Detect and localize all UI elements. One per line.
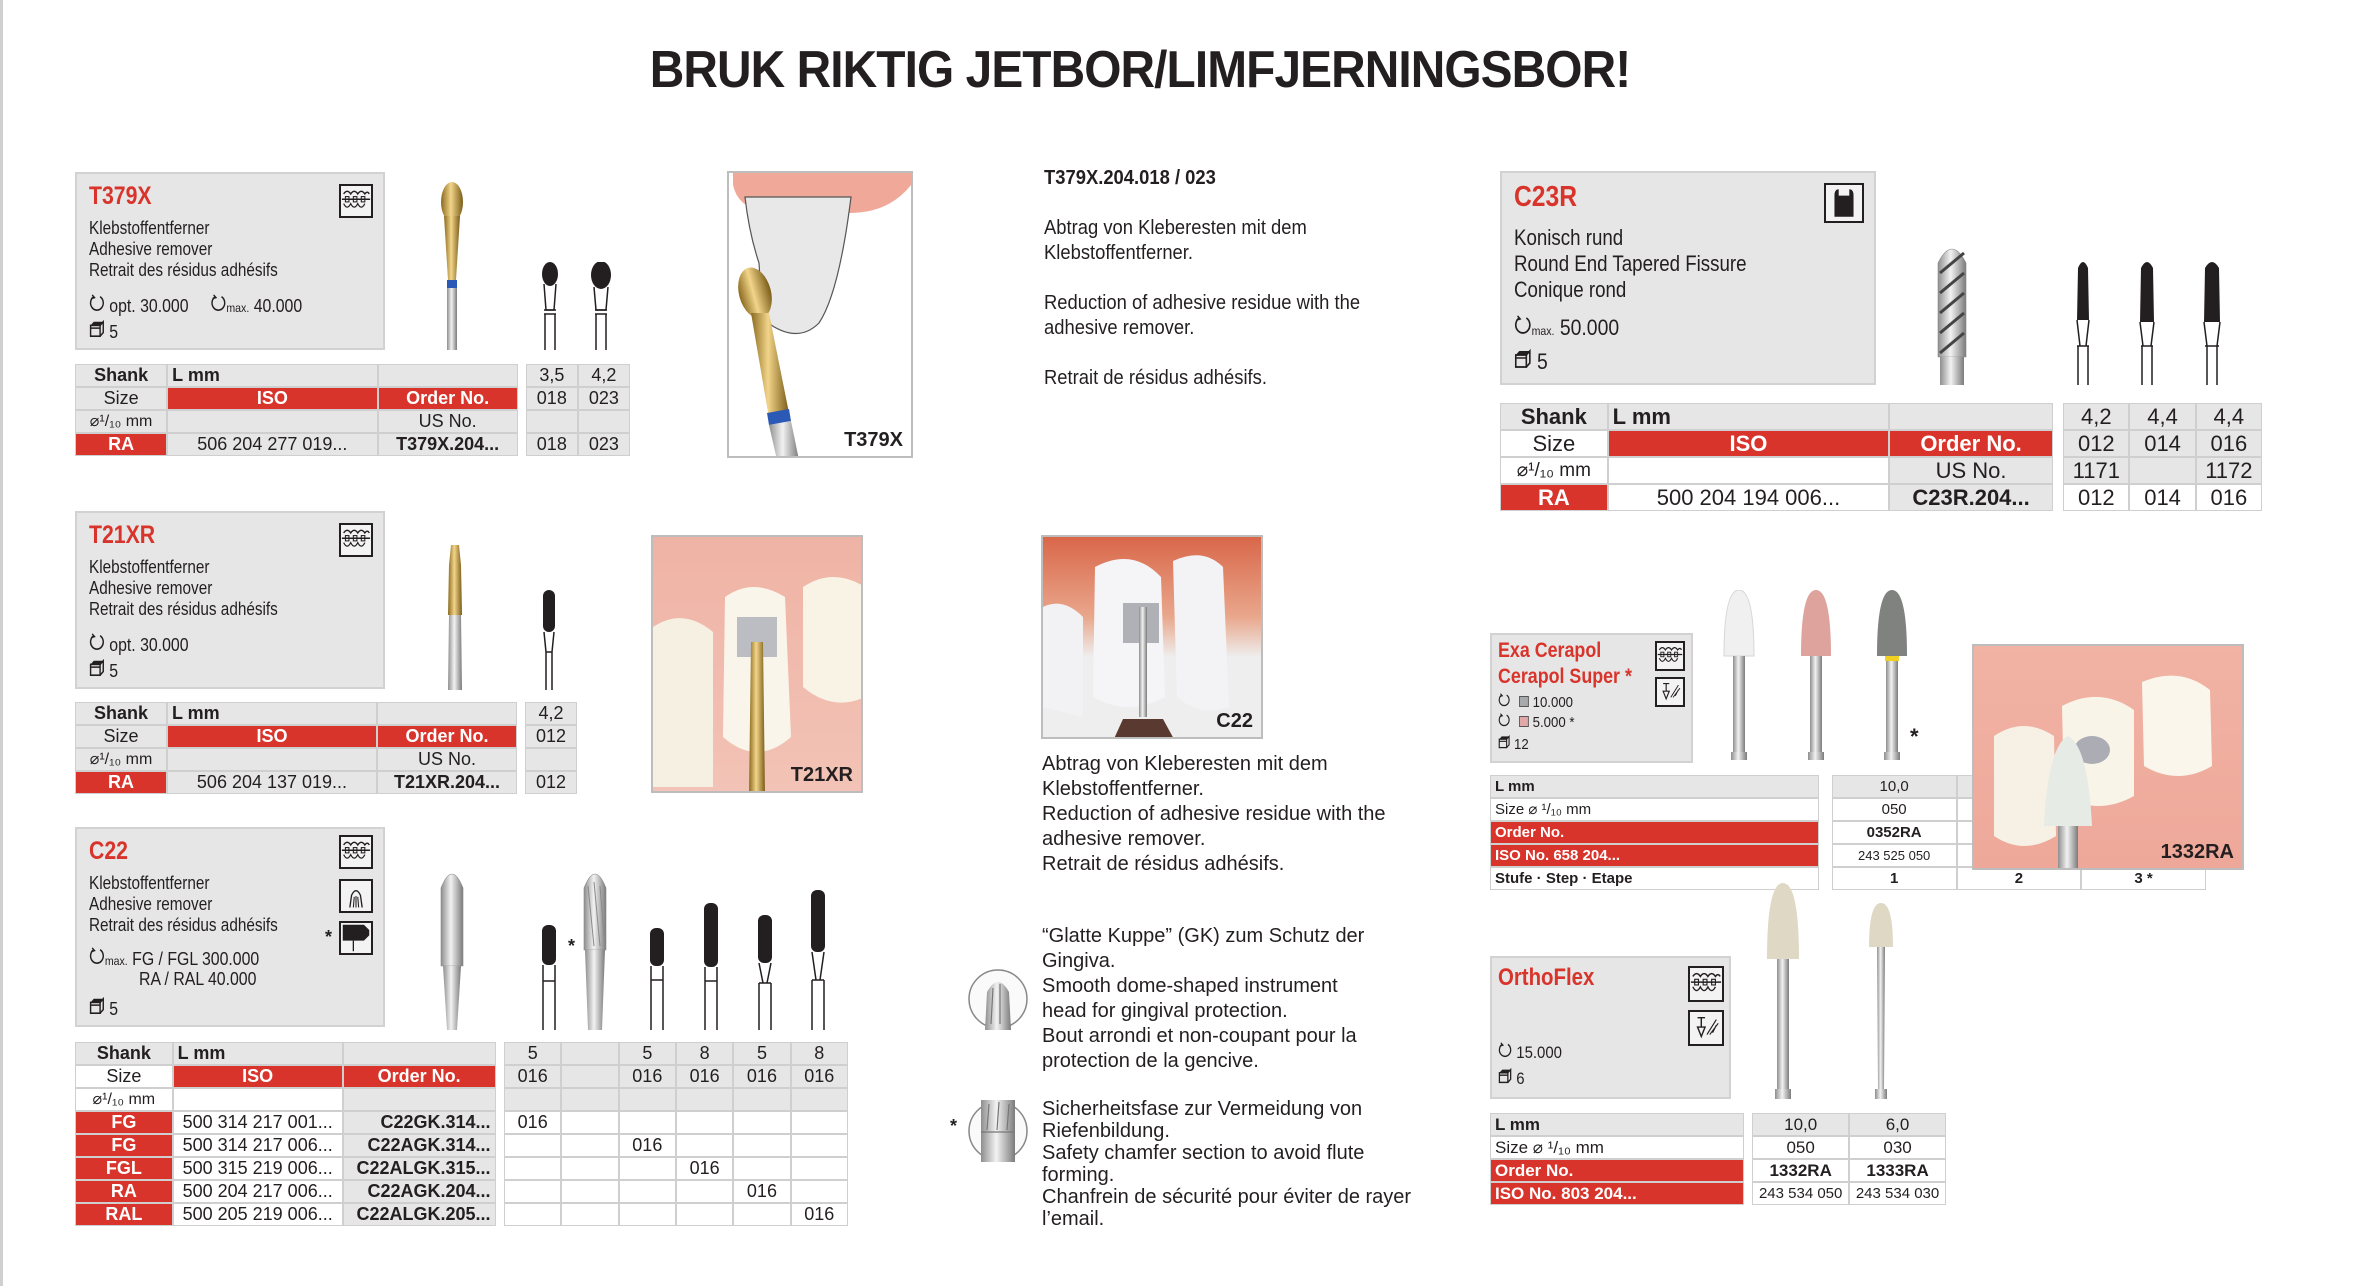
product-name-exa-cerapol: Exa Cerapol [1498, 639, 1602, 662]
bur-silhouette-3-5 [538, 262, 562, 350]
product-name: T379X [89, 182, 152, 210]
product-card-c22 [75, 827, 385, 1027]
info-text-t379x: T379X.204.018 / 023 Abtrag von Kleberesten mit dem Klebstoffentferner. Reduction of adhesive residue with the adhesive remover. Retrait de résidus adhésifs. [1044, 167, 1361, 389]
polisher-image-pink [1799, 590, 1833, 765]
asterisk: * [568, 936, 576, 956]
asterisk: * [325, 927, 333, 947]
rotation-icon [1498, 713, 1510, 727]
pack-quantity: 12 [1498, 735, 1529, 753]
asterisk: * [950, 1116, 958, 1136]
orthodontic-brackets-icon [339, 184, 373, 218]
bur-silhouette-c22-5 [539, 925, 559, 1030]
product-card-t379x [75, 172, 385, 350]
speed-spec: 15.000 [1498, 1042, 1562, 1063]
orthodontic-brackets-icon [339, 835, 373, 869]
product-name-cerapol-super: Cerapol Super * [1498, 665, 1632, 688]
product-description: Konisch rund Round End Tapered Fissure Conique rond [1514, 225, 1747, 302]
package-icon [1514, 349, 1532, 369]
dome-tip-icon [339, 879, 373, 913]
table-row: RAL 500 205 219 006... C22ALGK.205... 016 [75, 1203, 848, 1226]
rotation-icon [1514, 315, 1532, 335]
package-icon [89, 997, 105, 1015]
photo-label: T21XR [790, 764, 853, 786]
product-description: Klebstoffentferner Adhesive remover Retrait des résidus adhésifs [89, 873, 278, 935]
spec-table-c22: Shank L mm 5 5 8 5 8 Size ISO Order No. 016 016 016 016 016 ⌀¹/₁₀ mm FG 500 314 217 001... C22GK.314... 016 FG 500 314 217 006... C22AGK.314... 016 FGL 500 315 219 006... C22ALGK.315... 016 RA 500 204 217 006... C22AGK.204... 016 RAL 500 205 219 006... C22ALGK.205... 016 [75, 1042, 848, 1226]
speed-spec: opt. 30.000 max. 40.000 [89, 294, 302, 317]
photo-label: T379X [844, 429, 903, 451]
photo-1332ra-teeth [1972, 644, 2244, 870]
speed-spec-2: 5.000 * [1498, 713, 1574, 731]
rotation-icon [89, 633, 105, 651]
speed-spec: opt. 30.000 [89, 633, 189, 656]
bur-silhouette-c22-ral-8 [808, 890, 828, 1030]
pack-quantity: 5 [89, 659, 118, 682]
bur-silhouette-c22-8 [701, 903, 721, 1030]
polisher-image-white [1722, 590, 1756, 765]
speed-spec-ra: RA / RAL 40.000 [139, 969, 257, 989]
orthodontic-brackets-icon [339, 523, 373, 557]
product-description: Klebstoffentferner Adhesive remover Retrait des résidus adhésifs [89, 557, 278, 619]
asterisk: * [1910, 724, 1919, 749]
safety-chamfer-icon [339, 921, 373, 955]
table-row: FG 500 314 217 001... C22GK.314... 016 [75, 1111, 848, 1134]
spec-table-c23r: Shank L mm 4,2 4,4 4,4 Size ISO Order No. 012 014 016 ⌀¹/₁₀ mm US No. 1171 1172 RA 500 204 194 006... C23R.204... 012 014 016 [1500, 403, 2262, 511]
color-swatch-gray [1519, 696, 1529, 707]
product-name: C22 [89, 837, 128, 865]
bur-image-c22agk [580, 866, 610, 1030]
bur-silhouette-012 [2073, 258, 2093, 385]
orthodontic-brackets-icon [1688, 966, 1724, 1002]
speed-spec: max. 50.000 [1514, 315, 1619, 341]
photo-label: C22 [1216, 710, 1253, 732]
bur-silhouette-4-2 [541, 590, 557, 690]
table-row: FGL 500 315 219 006... C22ALGK.315... 016 [75, 1157, 848, 1180]
polishing-icon [1655, 677, 1685, 707]
info-text-chamfer: Sicherheitsfase zur Vermeidung von Riefenbildung. Safety chamfer section to avoid flute forming. Chanfrein de sécurité pour éviter de rayer l’email. [1042, 1098, 1412, 1230]
rotation-icon [1498, 1042, 1512, 1058]
spec-table-orthoflex: L mm 10,0 6,0 Size ⌀ ¹/₁₀ mm 050 030 Order No. 1332RA 1333RA ISO No. 803 204... 243 534 050 243 534 030 [1490, 1113, 1946, 1205]
illustration-t379x-tooth [727, 171, 913, 458]
pack-quantity: 6 [1498, 1068, 1525, 1089]
photo-t21xr-teeth [651, 535, 863, 793]
info-text-gk: “Glatte Kuppe” (GK) zum Schutz der Gingiva. Smooth dome-shaped instrument head for gingival protection. Bout arrondi et non-coupant pour la protection de la gencive. [1042, 925, 1365, 1072]
bur-silhouette-014 [2137, 258, 2157, 385]
package-icon [1498, 1068, 1512, 1084]
spec-table-t21xr: Shank L mm 4,2 Size ISO Order No. 012 ⌀¹/₁₀ mm US No. RA 506 204 137 019... T21XR.204... 012 [75, 702, 577, 794]
table-row: RA 500 204 217 006... C22AGK.204... 016 [75, 1180, 848, 1203]
rotation-icon [1498, 693, 1510, 707]
product-card-exa-cerapol [1490, 633, 1693, 763]
pack-quantity: 5 [89, 997, 118, 1020]
product-name: T21XR [89, 521, 156, 549]
page-title: BRUK RIKTIG JETBOR/LIMFJERNINGSBOR! [649, 41, 1631, 99]
product-card-c23r [1500, 171, 1876, 385]
bur-silhouette-016 [2201, 258, 2223, 385]
table-row: FG 500 314 217 006... C22AGK.314... 016 [75, 1134, 848, 1157]
bur-image-c22gk [437, 866, 467, 1030]
rotation-icon [89, 294, 105, 312]
polishing-icon [1688, 1010, 1724, 1046]
bur-silhouette-c22-ra-5 [755, 915, 775, 1030]
product-name: OrthoFlex [1498, 964, 1595, 991]
photo-label: 1332RA [2160, 841, 2234, 863]
package-icon [89, 659, 105, 677]
pack-quantity: 5 [89, 320, 118, 343]
info-text-c22: Abtrag von Kleberesten mit dem Klebstoffentferner. Reduction of adhesive residue with the adhesive remover. Retrait de résidus adhésifs. [1042, 753, 1386, 875]
rotation-icon [211, 294, 227, 312]
photo-c22-teeth [1041, 535, 1263, 739]
rotation-icon [89, 947, 105, 965]
speed-spec: max. FG / FGL 300.000 [89, 947, 259, 970]
pack-quantity: 5 [1514, 349, 1548, 375]
page-edge [0, 0, 3, 1286]
safety-chamfer-icon [967, 1100, 1029, 1162]
spec-table-exa-cerapol: L mm 10,0 Size ⌀ ¹/₁₀ mm 050 Order No. 0352RA ISO No. 658 204... 243 525 050 Stufe · Step · Etape 1 2 3 * [1490, 775, 2206, 890]
polisher-image-1332ra [1765, 883, 1801, 1105]
product-name: C23R [1514, 181, 1578, 213]
dome-tip-icon [967, 968, 1029, 1030]
orthodontic-brackets-icon [1655, 641, 1685, 671]
polisher-image-gray [1875, 590, 1909, 765]
product-card-t21xr [75, 511, 385, 689]
tooth-preparation-icon [1824, 183, 1864, 223]
polisher-image-1333ra [1867, 903, 1895, 1105]
bur-image-t21xr [440, 545, 470, 690]
package-icon [1498, 735, 1510, 749]
bur-silhouette-4-2 [588, 262, 614, 350]
bur-image-c23r [1934, 243, 1970, 385]
color-swatch-pink [1519, 716, 1529, 727]
product-description: Klebstoffentferner Adhesive remover Retrait des résidus adhésifs [89, 218, 278, 280]
spec-table-t379x: Shank L mm 3,5 4,2 Size ISO Order No. 018 023 ⌀¹/₁₀ mm US No. RA 506 204 277 019... T379X.204... 018 023 [75, 364, 630, 456]
product-card-orthoflex [1490, 956, 1731, 1099]
speed-spec-1: 10.000 [1498, 693, 1573, 711]
bur-image-t379x [432, 180, 472, 350]
bur-silhouette-c22-5b [647, 928, 667, 1030]
package-icon [89, 320, 105, 338]
